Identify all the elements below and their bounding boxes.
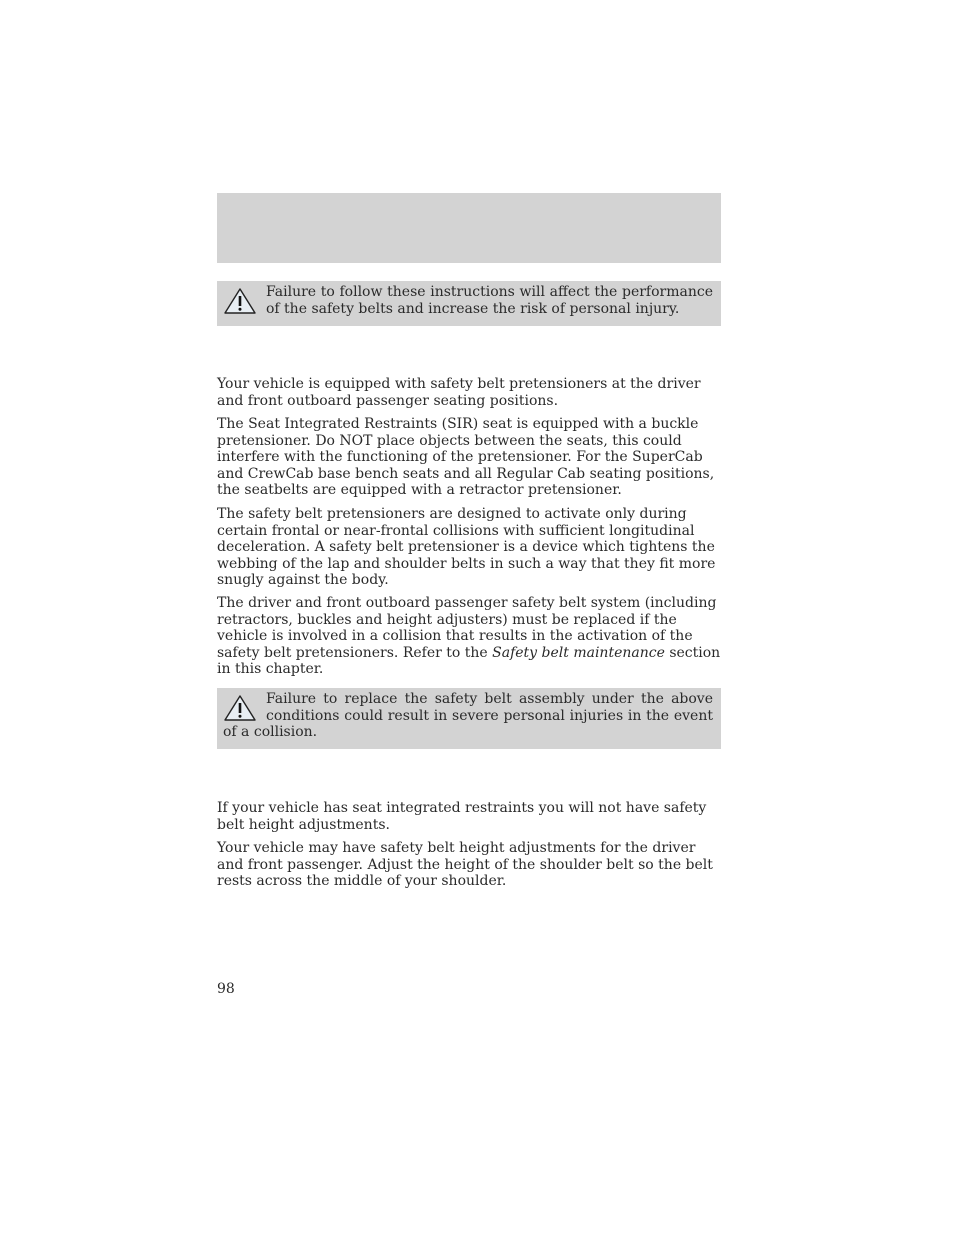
paragraph: The safety belt pretensioners are designed to activate only during certain frontal or near-frontal collisions with sufficient longitudinal deceleration. A safety belt pretensioner is a device which tightens the webbing of the lap and shoulder belts in such a way that they fit more snugly against the body.: [217, 506, 716, 588]
paragraph: [217, 595, 721, 678]
page-number: 98: [217, 981, 235, 997]
warning-text: Failure to follow these instructions will affect the performance of the safety belts and increase the risk of personal injury.: [266, 284, 713, 317]
paragraph: If your vehicle has seat integrated restraints you will not have safety belt height adjustments.: [217, 800, 707, 833]
warning-triangle-icon: [223, 287, 257, 315]
paragraph: The Seat Integrated Restraints (SIR) seat is equipped with a buckle pretensioner. Do NOT place objects between the seats, this could interfere with the functioning of the pretensioner. For the SuperCab and CrewCab base bench seats and all Regular Cab seating positions, the seatbelts are equipped with a retractor pretensioner.: [217, 416, 715, 498]
paragraph-text: section in this chapter.: [217, 644, 721, 677]
paragraph: Your vehicle may have safety belt height adjustments for the driver and front passenger. Adjust the height of the shoulder belt so the belt rests across the middle of your shoulder.: [217, 840, 713, 889]
warning-triangle-icon: [223, 694, 257, 722]
paragraph: Your vehicle is equipped with safety belt pretensioners at the driver and front outboard passenger seating positions.: [217, 376, 701, 409]
warning-box-2: [217, 688, 721, 749]
cross-reference-text: Safety belt maintenance: [492, 644, 665, 661]
warning-box-1: [217, 281, 721, 326]
section-header-band: [217, 193, 721, 263]
warning-text: Failure to replace the safety belt assembly under the above conditions could result in severe personal injuries in the event of a collision.: [223, 691, 713, 740]
paragraph-text: The driver and front outboard passenger safety belt system (including retractors, buckles and height adjusters) must be replaced if the vehicle is involved in a collision that results in the activation of the safety belt pretensioners. Refer to the: [217, 595, 717, 661]
